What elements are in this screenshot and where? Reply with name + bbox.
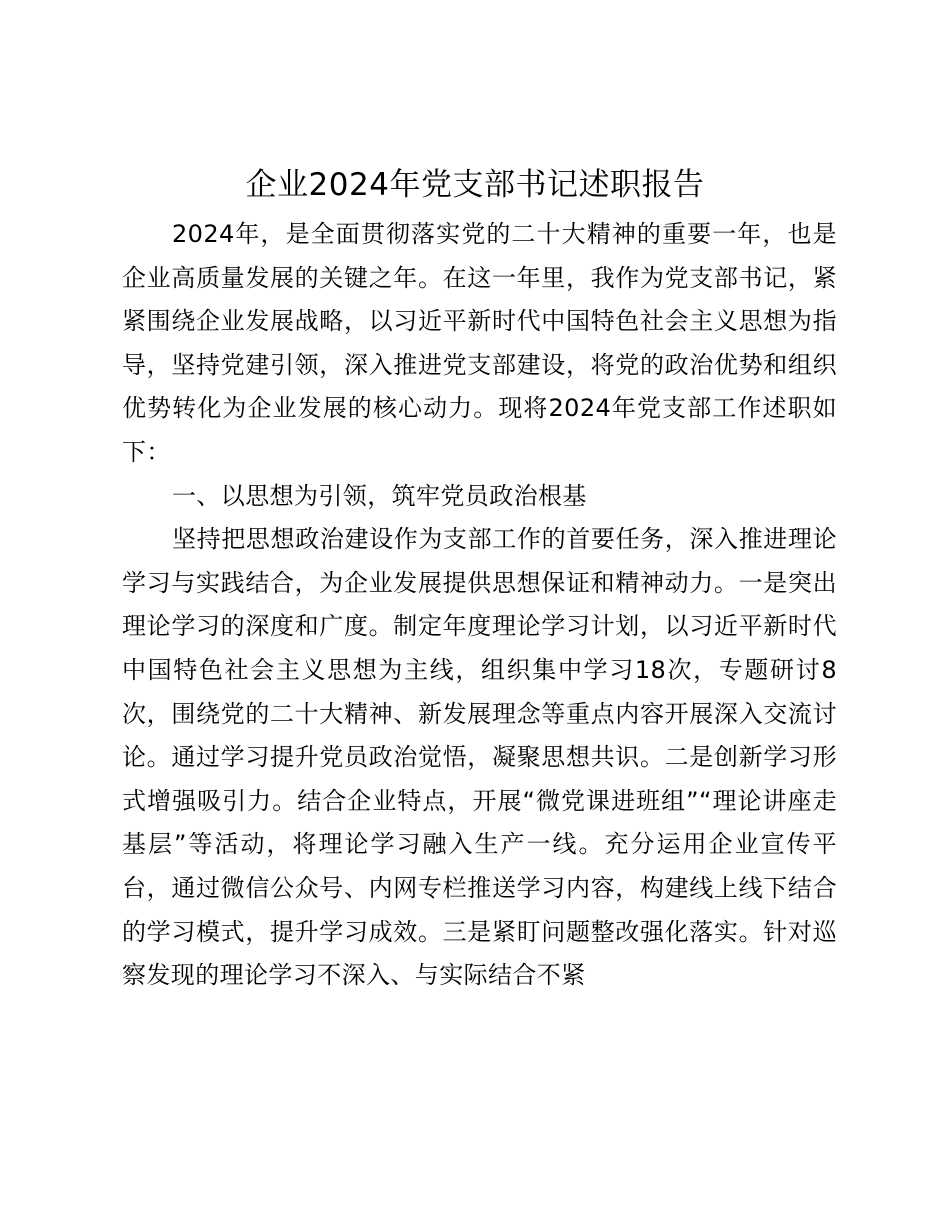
section-1-paragraph: 坚持把思想政治建设作为支部工作的首要任务，深入推进理论学习与实践结合，为企业发展提供思想保证和精神动力。一是突出理论学习的深度和广度。制定年度理论学习计划，以习近平新时代中国特色社会主义思想为主线，组织集中学习18次，专题研讨8次，围绕党的二十大精神、新发展理念等重点内容开展深入交流讨论。通过学习提升党员政治觉悟，凝聚思想共识。二是创新学习形式增强吸引力。结合企业特点，开展“微党课进班组”“理论讲座走基层”等活动，将理论学习融入生产一线。充分运用企业宣传平台，通过微信公众号、内网专栏推送学习内容，构建线上线下结合的学习模式，提升学习成效。三是紧盯问题整改强化落实。针对巡察发现的理论学习不深入、与实际结合不紧 xyxy=(122,525,837,990)
intro-paragraph: 2024年，是全面贯彻落实党的二十大精神的重要一年，也是企业高质量发展的关键之年。在这一年里，我作为党支部书记，紧紧围绕企业发展战略，以习近平新时代中国特色社会主义思想为指导，坚持党建引领，深入推进党支部建设，将党的政治优势和组织优势转化为企业发展的核心动力。现将2024年党支部工作述职如下： xyxy=(122,220,837,466)
document-title: 企业2024年党支部书记述职报告 xyxy=(245,167,705,203)
section-heading-1: 一、以思想为引领，筑牢党员政治根基 xyxy=(172,481,587,510)
document-body xyxy=(122,213,837,998)
